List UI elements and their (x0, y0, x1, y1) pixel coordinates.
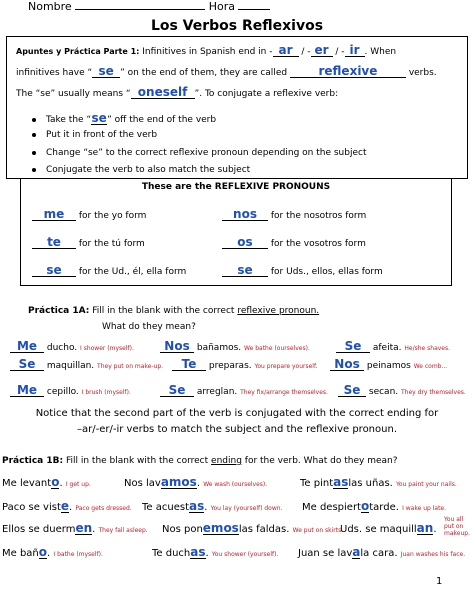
page-number: 1 (436, 576, 443, 587)
p1a-verb: preparas. (208, 361, 252, 371)
p1a-verb: peinamos (366, 361, 411, 371)
p1a-item-3 (336, 340, 450, 353)
intro-line-1 (16, 44, 396, 57)
p1a-notice-1: Notice that the second part of the verb is conjugated with the correct ending for (35, 408, 439, 419)
bullet-text: Conjugate the verb to also match the subject (46, 165, 251, 174)
bullet-4 (32, 165, 250, 174)
p1b-translation: You shower (yourself). (211, 551, 279, 558)
pronouns-title: These are the REFLEXIVE PRONOUNS (141, 182, 331, 192)
p1b-rest: . (433, 524, 437, 535)
p1a-answer: Nos (160, 340, 194, 353)
p1b-translation: I wake up late. (402, 505, 447, 512)
intro-text: / - (335, 47, 345, 57)
pronoun-nos: nos (222, 208, 268, 221)
p1b-translation: I bathe (myself). (53, 551, 103, 558)
p1a-item-1 (10, 340, 134, 353)
hora-label: Hora (208, 0, 235, 13)
bullet-2 (32, 130, 157, 140)
p1a-translation: I brush (myself). (81, 389, 131, 396)
bullet-text: Change “se” to the correct reflexive pronoun depending on the subject (46, 148, 367, 158)
p1a-item-4 (10, 358, 163, 371)
p1b-answer: a (352, 545, 361, 559)
p1a-item-7 (10, 384, 131, 397)
p1b-stem: Paco se vist (2, 502, 61, 513)
p1b-answer: en (75, 521, 93, 535)
p1b-translation: You paint your nails. (396, 481, 457, 488)
p1b-answer: emos (202, 521, 239, 535)
pronoun-os: os (222, 236, 268, 249)
p1b-stem: Juan se lav (298, 548, 353, 559)
p1b-item-6 (302, 500, 446, 513)
p1b-translation: Paco gets dressed. (75, 505, 132, 512)
pronoun-me: me (32, 208, 76, 221)
p1a-verb: maquillan. (46, 361, 95, 371)
p1b-answer: as (333, 475, 349, 489)
p1b-translation: You all put on makeup. (444, 516, 470, 538)
intro-text: Infinitives in Spanish end in - (142, 47, 273, 57)
intro-text: infinitives have “ (16, 68, 93, 78)
p1b-text: for the verb. What do they mean? (244, 456, 398, 466)
p1b-translation: I get up. (65, 481, 91, 488)
p1b-stem: Te acuest (142, 502, 189, 513)
hora-blank[interactable] (238, 0, 270, 10)
nombre-field (28, 0, 270, 13)
pronoun-label: for the Ud., él, ella form (78, 267, 187, 277)
p1b-item-10 (2, 546, 103, 559)
p1b-item-12 (298, 546, 465, 559)
pronoun-row-2 (32, 236, 145, 249)
p1a-answer: Te (172, 358, 206, 371)
p1a-verb: bañamos. (196, 343, 242, 353)
p1b-rest: . (205, 548, 209, 559)
p1a-item-5 (172, 358, 318, 371)
p1b-item-11 (152, 546, 278, 559)
nombre-blank[interactable] (75, 0, 205, 10)
pronoun-se-plural: se (222, 264, 268, 277)
p1a-verb: arreglan. (196, 387, 238, 397)
p1b-answer: o (51, 475, 60, 489)
p1b-translation: They fall asleep. (98, 527, 148, 534)
p1a-answer: Me (10, 384, 44, 397)
p1b-text-underlined: ending (211, 456, 242, 466)
intro-heading: Apuntes y Práctica Parte 1: (16, 47, 140, 56)
p1a-item-2 (160, 340, 310, 353)
p1b-rest: . (204, 502, 208, 513)
p1b-stem: Nos pon (162, 524, 203, 535)
pronoun-te: te (32, 236, 76, 249)
p1b-translation: We wash (ourselves). (203, 481, 268, 488)
bullet-dot (32, 118, 36, 122)
p1a-item-9 (338, 384, 466, 397)
p1a-question: What do they mean? (102, 322, 196, 332)
p1a-answer: Se (10, 358, 44, 371)
p1b-rest: . (92, 524, 96, 535)
p1b-translation: We put on skirts. (292, 527, 344, 534)
p1b-item-4 (2, 500, 132, 513)
intro-text: ” on the end of them, they are called (120, 68, 288, 78)
p1b-translation: Juan washes his face. (400, 551, 466, 558)
p1b-item-3 (300, 476, 457, 489)
bullet-text: Put it in front of the verb (46, 130, 158, 140)
intro-text: The “se” usually means “ (16, 89, 131, 99)
p1b-rest: . (47, 548, 51, 559)
pronoun-label: for Uds., ellos, ellas form (270, 267, 383, 277)
p1a-verb: ducho. (46, 343, 78, 353)
intro-text: ”. To conjugate a reflexive verb: (194, 89, 339, 99)
p1a-item-8 (160, 384, 328, 397)
p1b-item-9 (340, 522, 437, 535)
pronoun-label: for the tú form (78, 239, 145, 249)
pronoun-label: for the yo form (78, 211, 147, 221)
p1b-rest: las uñas. (348, 478, 393, 489)
p1a-translation: We bathe (ourselves). (244, 345, 310, 352)
p1b-item-7 (2, 522, 148, 535)
p1b-stem: Te pint (300, 478, 334, 489)
bullet-dot (32, 168, 36, 172)
bullet-1 (32, 112, 216, 125)
p1a-answer: Me (10, 340, 44, 353)
p1b-rest: la cara. (360, 548, 398, 559)
p1a-text: Fill in the blank with the correct (92, 306, 235, 316)
p1b-stem: Me despiert (302, 502, 361, 513)
p1b-answer: an (416, 521, 434, 535)
p1b-answer: amos (160, 475, 197, 489)
p1b-rest: . (59, 478, 63, 489)
p1a-translation: I shower (myself). (80, 345, 134, 352)
nombre-label: Nombre (28, 0, 72, 13)
p1b-item-5 (142, 500, 282, 513)
p1b-stem: Ellos se duerm (2, 524, 76, 535)
p1b-item-2 (124, 476, 267, 489)
p1b-answer: o (38, 545, 48, 559)
answer-ar: ar (273, 44, 299, 57)
p1a-translation: They fix/arrange themselves. (240, 389, 328, 396)
p1a-item-6 (330, 358, 447, 371)
p1b-stem: Nos lav (124, 478, 161, 489)
p1b-item-8 (162, 522, 343, 535)
pronoun-se: se (32, 264, 76, 277)
p1a-answer: Se (338, 384, 366, 397)
p1a-verb: cepillo. (46, 387, 79, 397)
intro-text: verbs. (408, 68, 437, 78)
bullet-dot (32, 133, 36, 137)
page-title: Los Verbos Reflexivos (150, 18, 324, 34)
p1a-instruction (28, 306, 319, 316)
p1b-stem: Me levant (2, 478, 52, 489)
p1b-rest: . (196, 478, 200, 489)
p1b-translation: You lay (yourself) down. (210, 505, 283, 512)
p1b-heading: Práctica 1B: (2, 456, 64, 466)
p1a-answer: Nos (330, 358, 364, 371)
p1a-translation: They put on make-up. (97, 363, 164, 370)
intro-line-3 (16, 86, 338, 99)
bullet-text: Take the “ (46, 115, 92, 125)
p1b-answer: as (189, 499, 205, 513)
answer-bullet-se: se (91, 111, 107, 125)
p1b-instruction (2, 456, 398, 466)
pronoun-label: for the nosotros form (270, 211, 367, 221)
intro-text: . When (364, 47, 397, 57)
answer-ir: ir (345, 44, 365, 57)
pronoun-row-3b (222, 264, 383, 277)
answer-se: se (92, 65, 120, 78)
answer-reflexive: reflexive (290, 65, 406, 78)
p1a-verb: secan. (368, 387, 399, 397)
bullet-text: ” off the end of the verb (107, 115, 217, 125)
bullet-3 (32, 148, 367, 158)
intro-text: / - (301, 47, 311, 57)
pronoun-label: for the vosotros form (270, 239, 366, 249)
p1a-notice-2: –ar/-er/-ir verbs to match the subject and the reflexive pronoun. (77, 424, 397, 435)
p1a-heading: Práctica 1A: (28, 306, 90, 316)
pronoun-row-1b (222, 208, 366, 221)
pronoun-row-1 (32, 208, 146, 221)
p1a-verb: afeita. (372, 343, 402, 353)
bullet-dot (32, 151, 36, 155)
p1a-answer: Se (160, 384, 194, 397)
intro-line-2 (16, 65, 437, 78)
p1a-answer: Se (336, 340, 370, 353)
p1b-stem: Uds. se maquill (340, 524, 417, 535)
p1b-rest: . (69, 502, 73, 513)
answer-oneself: oneself (131, 86, 195, 99)
p1a-translation: They dry themselves. (401, 389, 466, 396)
pronoun-row-2b (222, 236, 366, 249)
p1a-translation: We comb... (413, 363, 448, 370)
p1b-stem: Me bañ (2, 548, 39, 559)
p1a-translation: You prepare yourself. (254, 363, 318, 370)
p1a-translation: He/she shaves. (404, 345, 451, 352)
p1b-text: Fill in the blank with the correct (65, 456, 209, 466)
p1b-answer: e (60, 499, 70, 513)
p1a-text-underlined: reflexive pronoun. (237, 306, 320, 316)
p1b-answer: o (360, 499, 370, 513)
p1b-stem: Te duch (152, 548, 191, 559)
answer-er: er (311, 44, 333, 57)
p1b-rest: las faldas. (238, 524, 290, 535)
p1b-rest: tarde. (369, 502, 399, 513)
p1b-answer: as (190, 545, 206, 559)
pronoun-row-3 (32, 264, 186, 277)
p1b-item-1 (2, 476, 91, 489)
